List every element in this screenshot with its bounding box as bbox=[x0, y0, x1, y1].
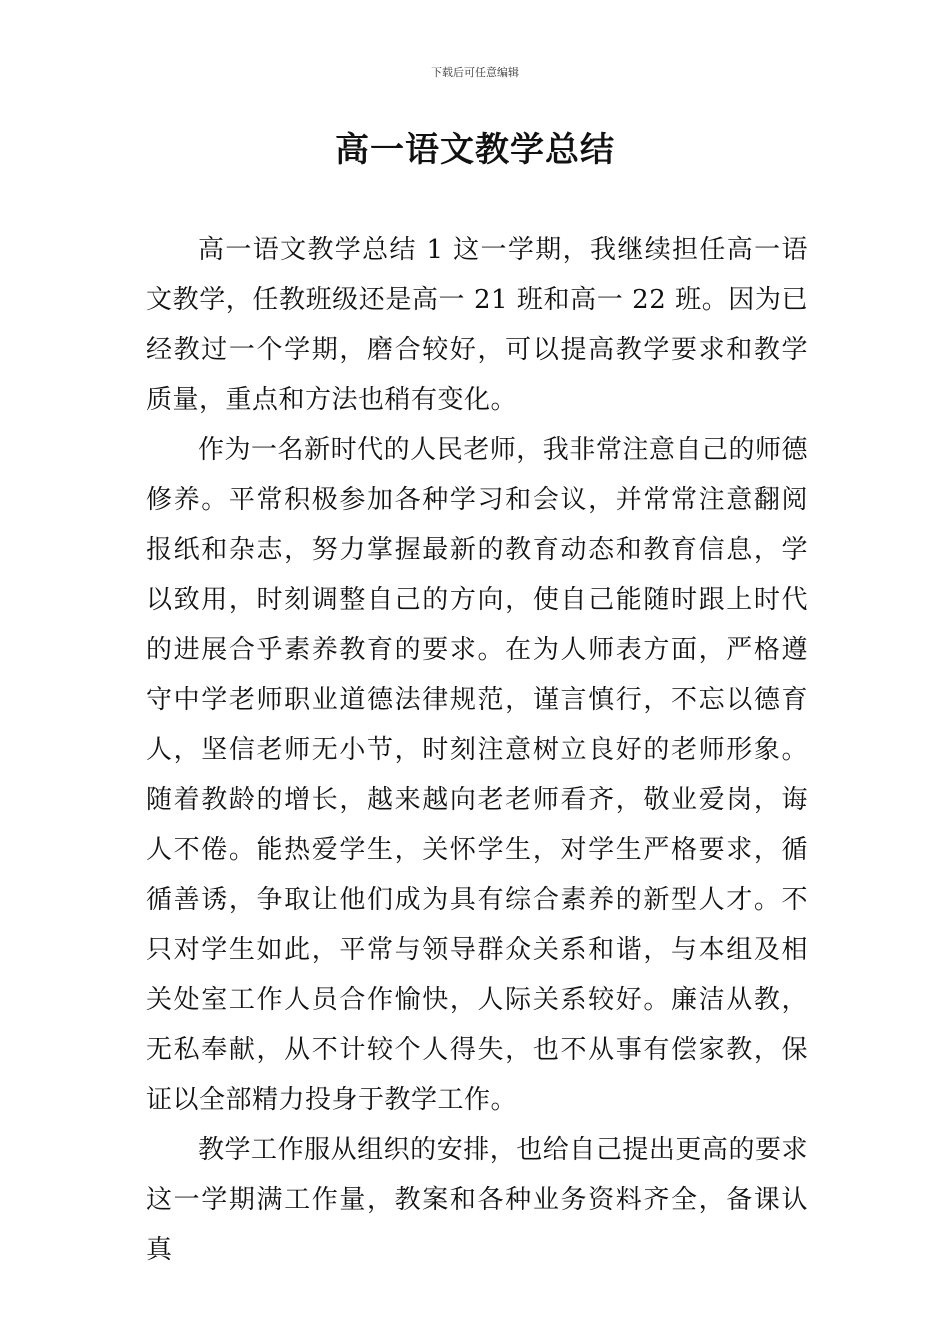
paragraph: 高一语文教学总结 1 这一学期，我继续担任高一语文教学，任教班级还是高一 21 班和高一 22 班。因为已经教过一个学期，磨合较好，可以提高教学要求和教学质量，重点和方法也稍有变化。 bbox=[146, 235, 808, 415]
document-body bbox=[146, 225, 808, 1275]
header-note: 下载后可任意编辑 bbox=[431, 66, 519, 79]
paragraph: 作为一名新时代的人民老师，我非常注意自己的师德修养。平常积极参加各种学习和会议，并常常注意翻阅报纸和杂志，努力掌握最新的教育动态和教育信息，学以致用，时刻调整自己的方向，使自己能随时跟上时代的进展合乎素养教育的要求。在为人师表方面，严格遵守中学老师职业道德法律规范，谨言慎行，不忘以德育人，坚信老师无小节，时刻注意树立良好的老师形象。随着教龄的增长，越来越向老老师看齐，敬业爱岗，诲人不倦。能热爱学生，关怀学生，对学生严格要求，循循善诱，争取让他们成为具有综合素养的新型人才。不只对学生如此，平常与领导群众关系和谐，与本组及相关处室工作人员合作愉快，人际关系较好。廉洁从教，无私奉献，从不计较个人得失，也不从事有偿家教，保证以全部精力投身于教学工作。 bbox=[146, 435, 808, 1115]
document-title: 高一语文教学总结 bbox=[335, 130, 615, 170]
paragraph: 教学工作服从组织的安排，也给自己提出更高的要求这一学期满工作量，教案和各种业务资料齐全，备课认真 bbox=[146, 1135, 808, 1265]
